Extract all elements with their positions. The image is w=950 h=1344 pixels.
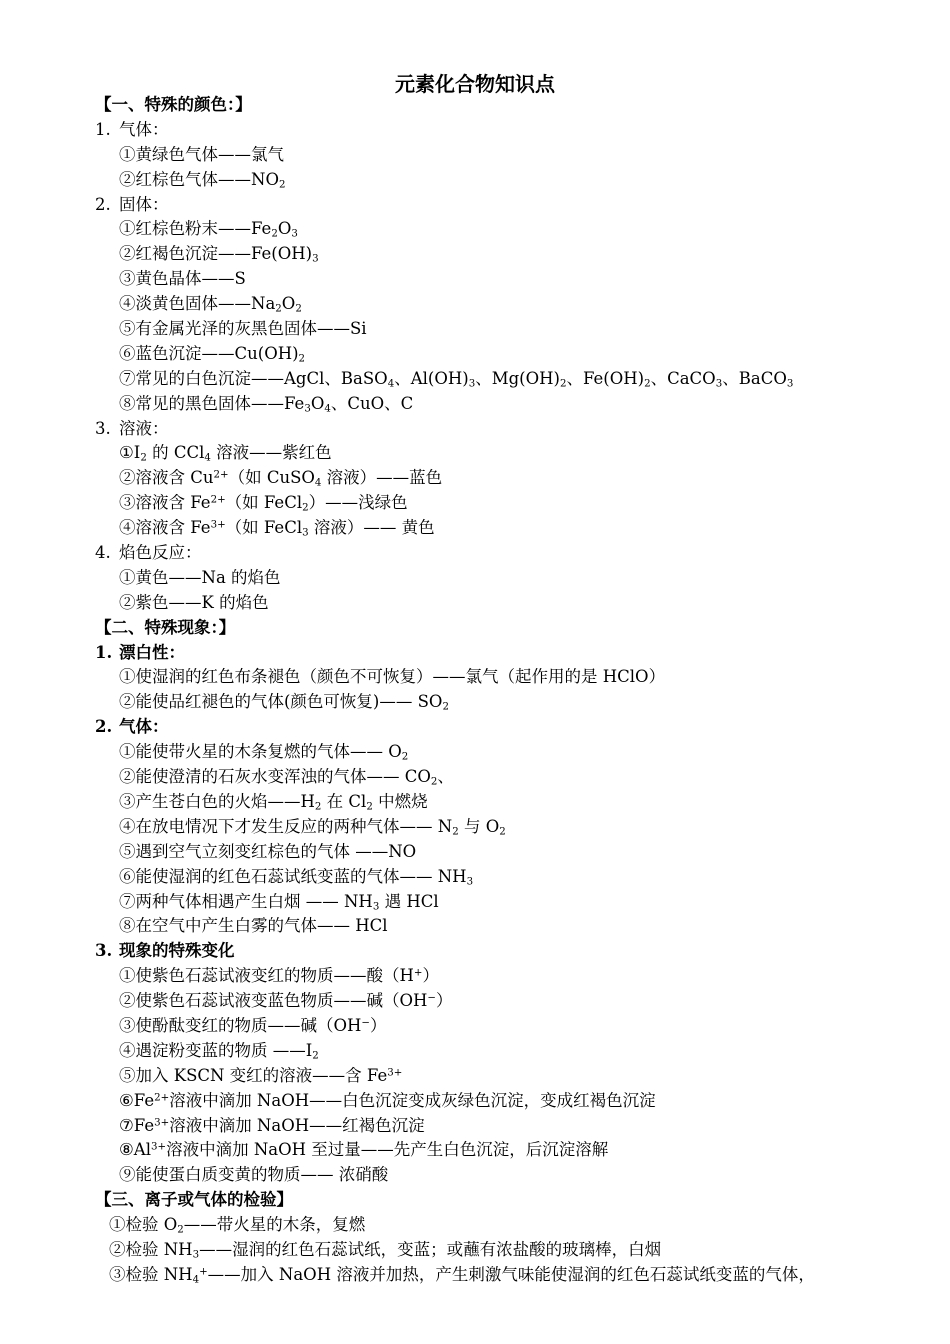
subheading-text: 气体： — [119, 717, 169, 737]
list-item: ②检验 $NH_3——$湿润的红色石蕊试纸，变蓝；或蘸有浓盐酸的玻璃棒，白烟 — [109, 1239, 662, 1261]
list-item: ③溶液含 $Fe^{2+}$（如 FeCl$_2$）——浅绿色 — [119, 493, 408, 514]
subheading-text: 固体： — [119, 194, 169, 214]
section-heading: 【三、离子或气体的检验】 — [95, 1190, 293, 1210]
list-item: ⑤加入 KSCN 变红的溶液——含 $Fe^{3+}$ — [119, 1065, 403, 1085]
list-item: ⑧常见的黑色固体$——Fe_3O_4$、CuO、C — [119, 393, 414, 415]
list-item: ①检验 $O_2——$带火星的木条，复燃 — [109, 1215, 366, 1236]
list-item: ③使酚酞变红的物质——碱（OH−） — [119, 1015, 387, 1035]
list-item: ⑤遇到空气立刻变红棕色的气体 ——NO — [119, 841, 417, 861]
numbered-subheading — [95, 118, 915, 143]
list-item: ②红棕色气体$——NO_2$ — [119, 169, 286, 191]
item-number: 3. — [95, 418, 111, 438]
list-item: ①使紫色石蕊试液变红的物质——酸（H+） — [119, 966, 439, 986]
list-item: ②使紫色石蕊试液变蓝色物质——碱（OH−） — [119, 991, 453, 1011]
list-item: ②能使品红褪色的气体(颜色可恢复)—— $SO_2$ — [119, 692, 449, 713]
list-item: ①红棕色粉末$——Fe_2O_3$ — [119, 219, 298, 240]
list-item: ①使湿润的红色布条褪色（颜色不可恢复）——氯气（起作用的是 HClO） — [119, 667, 666, 687]
list-item: $⑦Fe^{3+}$溶液中滴加 NaOH——红褐色沉淀 — [119, 1115, 425, 1135]
item-number: 4. — [95, 543, 111, 563]
numbered-subheading — [95, 641, 915, 666]
list-item: ④溶液含 $Fe^{3+}$（如 FeCl$_3$ 溶液）—— 黄色 — [119, 518, 435, 539]
list-item: ②紫色——K 的焰色 — [119, 592, 269, 612]
list-item: ④淡黄色固体$——Na_2O_2$ — [119, 294, 302, 315]
list-item: ③检验 $NH_4^+——$加入 NaOH 溶液并加热，产生刺激气味能使湿润的红色石蕊试纸变蓝的气体， — [109, 1264, 815, 1286]
subheading-text: 溶液： — [119, 418, 169, 438]
list-item: ④在放电情况下才发生反应的两种气体—— $N_2$ 与 $O_2$ — [119, 816, 506, 838]
list-item: ③黄色晶体——S — [119, 269, 246, 289]
subheading-text: 现象的特殊变化 — [119, 941, 235, 961]
document-title: 元素化合物知识点 — [395, 72, 555, 96]
item-number: 3. — [95, 941, 113, 961]
list-item: ⑧在空气中产生白雾的气体—— HCl — [119, 916, 388, 936]
item-number: 1. — [95, 642, 113, 662]
subheading-text: 焰色反应： — [119, 543, 202, 563]
list-item: ⑦两种气体相遇产生白烟 —— $NH_3$ 遇 HCl — [119, 891, 439, 913]
list-item: ⑨能使蛋白质变黄的物质—— 浓硝酸 — [119, 1165, 389, 1185]
list-item: ②红褐色沉淀$——Fe(OH)_3$ — [119, 244, 319, 265]
list-item: ⑥蓝色沉淀$——Cu(OH)_2$ — [119, 343, 306, 365]
list-item: ③产生苍白色的火焰$——H_2$ 在 $Cl_2$ 中燃烧 — [119, 791, 428, 813]
section-heading: 【一、特殊的颜色：】 — [95, 95, 252, 114]
list-item: ②溶液含 $Cu^{2+}$（如 CuSO$_4$ 溶液）——蓝色 — [119, 468, 443, 489]
subheading-text: 气体： — [119, 119, 169, 139]
list-item: ⑦常见的白色沉淀——AgCl、BaSO$_4$、$Al(OH)_3$、$Mg(OH)_2$、$Fe(OH)_2$、CaCO$_3$、BaCO$_3$ — [119, 368, 794, 390]
list-item: ①黄色——Na 的焰色 — [119, 567, 281, 587]
numbered-subheading — [95, 417, 915, 442]
numbered-subheading — [95, 193, 915, 218]
numbered-subheading — [95, 715, 915, 740]
numbered-subheading — [95, 939, 915, 964]
list-item: ⑤有金属光泽的灰黑色固体——Si — [119, 319, 367, 339]
item-number: 2. — [95, 194, 111, 214]
document-body — [95, 93, 915, 1288]
list-item: $⑥Fe^{2+}$溶液中滴加 NaOH——白色沉淀变成灰绿色沉淀，变成红褐色沉淀 — [119, 1090, 656, 1110]
section-heading: 【二、特殊现象：】 — [95, 617, 236, 637]
list-item: ②能使澄清的石灰水变浑浊的气体—— $CO_2$、 — [119, 767, 454, 788]
list-item: $⑧Al^{3+}$溶液中滴加 NaOH 至过量——先产生白色沉淀，后沉淀溶解 — [119, 1140, 609, 1160]
list-item: ①黄绿色气体——氯气 — [119, 144, 284, 164]
list-item: $①I_2$ 的 CCl$_4$ 溶液——紫红色 — [119, 443, 332, 465]
item-number: 1. — [95, 119, 111, 139]
list-item: ④遇淀粉变蓝的物质 $——I_2$ — [119, 1040, 319, 1062]
list-item: ①能使带火星的木条复燃的气体—— $O_2$ — [119, 742, 409, 763]
item-number: 2. — [95, 717, 113, 737]
numbered-subheading — [95, 541, 915, 566]
list-item: ⑥能使湿润的红色石蕊试纸变蓝的气体—— $NH_3$ — [119, 866, 474, 888]
subheading-text: 漂白性： — [119, 642, 185, 662]
